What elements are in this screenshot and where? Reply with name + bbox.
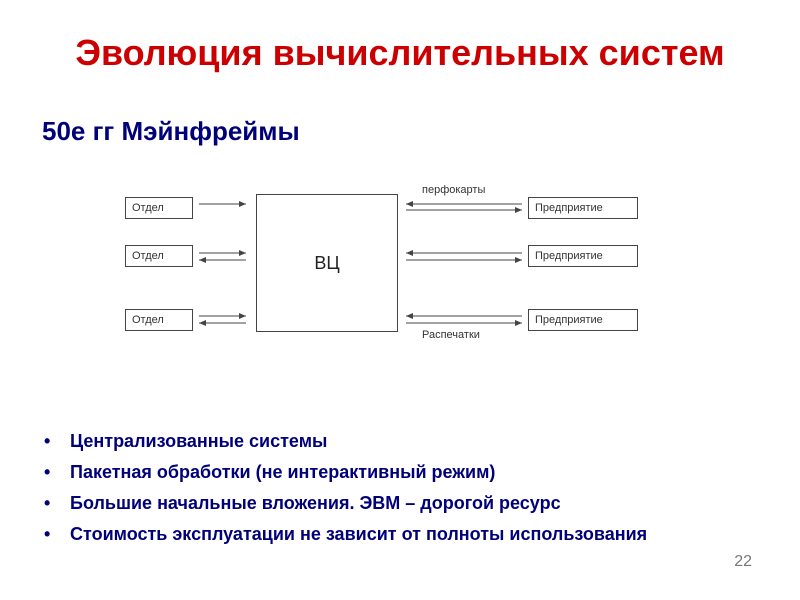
bullet-item [44, 522, 647, 553]
punch-cards-label: перфокарты [422, 184, 486, 196]
bullet-item [44, 429, 647, 460]
bullet-list [44, 429, 647, 553]
printouts-label: Распечатки [422, 329, 480, 341]
enterprise-box-1: Предприятие [528, 197, 638, 219]
slide-subtitle: 50е гг Мэйнфреймы [42, 116, 300, 146]
enterprise-box-2: Предприятие [528, 245, 638, 267]
bullet-text: Стоимость эксплуатации не зависит от полноты использования [70, 524, 648, 544]
department-box-1: Отдел [125, 197, 193, 219]
bullet-dot-icon: • [44, 493, 51, 513]
computing-center-label: ВЦ [314, 252, 340, 273]
bullet-dot-icon: • [44, 431, 51, 451]
bullet-item [44, 460, 647, 491]
page-number: 22 [734, 553, 752, 570]
bullet-text: Централизованные системы [70, 431, 328, 451]
bullet-dot-icon: • [44, 524, 51, 544]
enterprise-box-3: Предприятие [528, 309, 638, 331]
slide-title: Эволюция вычислительных систем [75, 32, 725, 73]
bullet-text: Большие начальные вложения. ЭВМ – дорогой ресурс [70, 493, 561, 513]
bullet-text: Пакетная обработки (не интерактивный режим) [70, 462, 496, 482]
bullet-dot-icon: • [44, 462, 51, 482]
department-box-3: Отдел [125, 309, 193, 331]
bullet-item [44, 491, 647, 522]
department-box-2: Отдел [125, 245, 193, 267]
